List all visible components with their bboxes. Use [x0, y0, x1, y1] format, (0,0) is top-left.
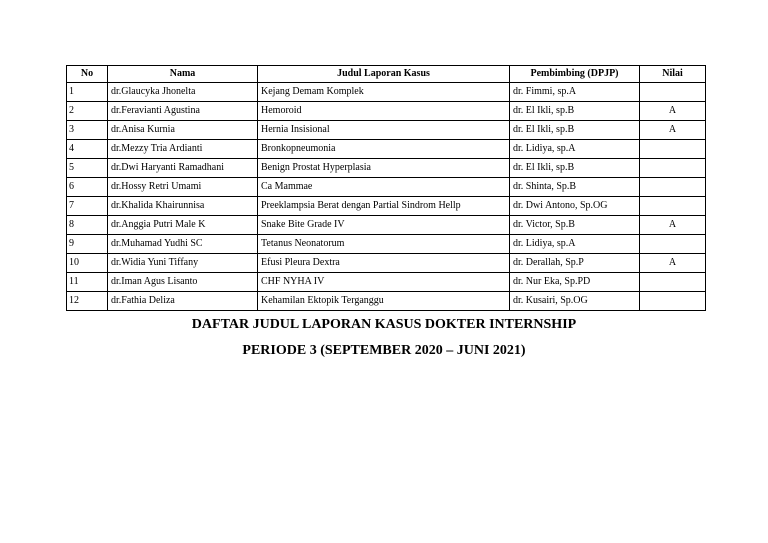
cell-pembimbing: dr. Lidiya, sp.A	[510, 235, 640, 254]
cell-nama: dr.Anisa Kurnia	[108, 121, 258, 140]
table-row	[67, 273, 706, 292]
header-pembimbing: Pembimbing (DPJP)	[510, 66, 640, 83]
cell-nilai	[640, 197, 706, 216]
table-row	[67, 216, 706, 235]
cell-pembimbing: dr. Dwi Antono, Sp.OG	[510, 197, 640, 216]
table-row	[67, 178, 706, 197]
cell-judul: Efusi Pleura Dextra	[258, 254, 510, 273]
case-report-table	[66, 65, 706, 311]
table-row	[67, 292, 706, 311]
cell-nilai	[640, 292, 706, 311]
cell-nilai: A	[640, 102, 706, 121]
document-period: PERIODE 3 (SEPTEMBER 2020 – JUNI 2021)	[242, 343, 526, 358]
cell-no: 9	[67, 235, 108, 254]
cell-nama: dr.Muhamad Yudhi SC	[108, 235, 258, 254]
cell-no: 2	[67, 102, 108, 121]
cell-nilai	[640, 140, 706, 159]
table-row	[67, 121, 706, 140]
cell-nilai	[640, 235, 706, 254]
header-nilai: Nilai	[640, 66, 706, 83]
cell-judul: Ca Mammae	[258, 178, 510, 197]
cell-nama: dr.Fathia Deliza	[108, 292, 258, 311]
cell-pembimbing: dr. Victor, Sp.B	[510, 216, 640, 235]
cell-judul: Snake Bite Grade IV	[258, 216, 510, 235]
cell-no: 11	[67, 273, 108, 292]
table-row	[67, 235, 706, 254]
cell-judul: Hernia Insisional	[258, 121, 510, 140]
cell-judul: Benign Prostat Hyperplasia	[258, 159, 510, 178]
cell-no: 6	[67, 178, 108, 197]
cell-no: 7	[67, 197, 108, 216]
table-header-row	[67, 66, 706, 83]
table-body	[67, 83, 706, 311]
table-row	[67, 83, 706, 102]
cell-nilai: A	[640, 121, 706, 140]
cell-no: 10	[67, 254, 108, 273]
cell-nama: dr.Hossy Retri Umami	[108, 178, 258, 197]
cell-pembimbing: dr. El Ikli, sp.B	[510, 159, 640, 178]
table-row	[67, 254, 706, 273]
cell-judul: Kehamilan Ektopik Terganggu	[258, 292, 510, 311]
cell-nama: dr.Iman Agus Lisanto	[108, 273, 258, 292]
cell-nilai	[640, 178, 706, 197]
cell-judul: CHF NYHA IV	[258, 273, 510, 292]
cell-pembimbing: dr. Fimmi, sp.A	[510, 83, 640, 102]
header-no: No	[67, 66, 108, 83]
cell-no: 1	[67, 83, 108, 102]
cell-nama: dr.Feravianti Agustina	[108, 102, 258, 121]
table-row	[67, 159, 706, 178]
document-title: DAFTAR JUDUL LAPORAN KASUS DOKTER INTERNSHIP	[191, 317, 577, 332]
header-judul: Judul Laporan Kasus	[258, 66, 510, 83]
cell-pembimbing: dr. El Ikli, sp.B	[510, 121, 640, 140]
cell-judul: Bronkopneumonia	[258, 140, 510, 159]
cell-no: 8	[67, 216, 108, 235]
cell-nama: dr.Mezzy Tria Ardianti	[108, 140, 258, 159]
cell-nama: dr.Anggia Putri Male K	[108, 216, 258, 235]
table-row	[67, 140, 706, 159]
cell-pembimbing: dr. Nur Eka, Sp.PD	[510, 273, 640, 292]
cell-pembimbing: dr. Shinta, Sp.B	[510, 178, 640, 197]
cell-nilai	[640, 83, 706, 102]
header-nama: Nama	[108, 66, 258, 83]
cell-judul: Preeklampsia Berat dengan Partial Sindrom Hellp	[258, 197, 510, 216]
cell-nilai	[640, 159, 706, 178]
cell-no: 12	[67, 292, 108, 311]
cell-judul: Tetanus Neonatorum	[258, 235, 510, 254]
cell-no: 3	[67, 121, 108, 140]
cell-nilai	[640, 273, 706, 292]
table-row	[67, 197, 706, 216]
cell-judul: Kejang Demam Komplek	[258, 83, 510, 102]
cell-pembimbing: dr. Kusairi, Sp.OG	[510, 292, 640, 311]
cell-nama: dr.Glaucyka Jhonelta	[108, 83, 258, 102]
cell-judul: Hemoroid	[258, 102, 510, 121]
cell-pembimbing: dr. Derallah, Sp.P	[510, 254, 640, 273]
cell-nama: dr.Khalida Khairunnisa	[108, 197, 258, 216]
cell-pembimbing: dr. El Ikli, sp.B	[510, 102, 640, 121]
cell-nilai: A	[640, 216, 706, 235]
table-row	[67, 102, 706, 121]
cell-no: 5	[67, 159, 108, 178]
cell-nama: dr.Widia Yuni Tiffany	[108, 254, 258, 273]
cell-no: 4	[67, 140, 108, 159]
cell-nilai: A	[640, 254, 706, 273]
cell-nama: dr.Dwi Haryanti Ramadhani	[108, 159, 258, 178]
cell-pembimbing: dr. Lidiya, sp.A	[510, 140, 640, 159]
